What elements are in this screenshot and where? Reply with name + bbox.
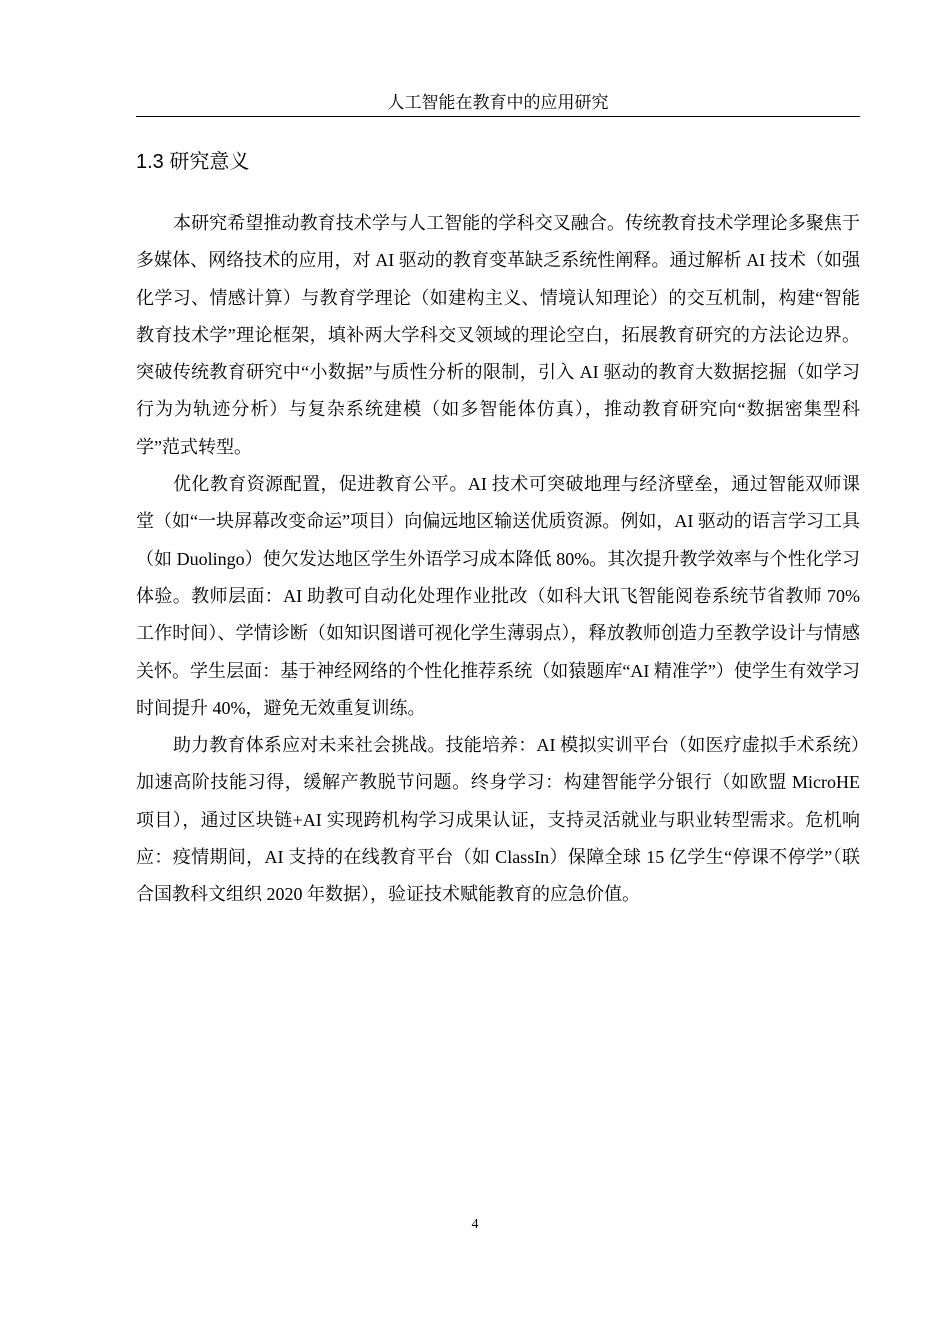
- page-number: 4: [471, 1217, 479, 1232]
- paragraph-2: 优化教育资源配置，促进教育公平。AI 技术可突破地理与经济壁垒，通过智能双师课堂（如“一块屏幕改变命运”项目）向偏远地区输送优质资源。例如，AI 驱动的语言学习工具（如 Duolingo）使欠发达地区学生外语学习成本降低 80%。其次提升教学效率与个性化学习体验。教师层面：AI 助教可自动化处理作业批改（如科大讯飞智能阅卷系统节省教师 70%工作时间）、学情诊断（如知识图谱可视化学生薄弱点），释放教师创造力至教学设计与情感关怀。学生层面：基于神经网络的个性化推荐系统（如猿题库“AI 精准学”）使学生有效学习时间提升 40%，避免无效重复训练。: [136, 474, 860, 718]
- paragraph-1: 本研究希望推动教育技术学与人工智能的学科交叉融合。传统教育技术学理论多聚焦于多媒体、网络技术的应用，对 AI 驱动的教育变革缺乏系统性阐释。通过解析 AI 技术（如强化学习、情感计算）与教育学理论（如建构主义、情境认知理论）的交互机制，构建“智能教育技术学”理论框架，填补两大学科交叉领域的理论空白，拓展教育研究的方法论边界。突破传统教育研究中“小数据”与质性分析的限制，引入 AI 驱动的教育大数据挖掘（如学习行为为轨迹分析）与复杂系统建模（如多智能体仿真），推动教育研究向“数据密集型科学”范式转型。: [136, 213, 860, 457]
- section-heading: 1.3 研究意义: [136, 151, 250, 173]
- body-text: [136, 205, 860, 914]
- header-rule: [136, 116, 860, 117]
- running-header: 人工智能在教育中的应用研究: [387, 93, 609, 112]
- paragraph-3: 助力教育体系应对未来社会挑战。技能培养：AI 模拟实训平台（如医疗虚拟手术系统）加速高阶技能习得，缓解产教脱节问题。终身学习：构建智能学分银行（如欧盟 MicroHE 项目），通过区块链+AI 实现跨机构学习成果认证，支持灵活就业与职业转型需求。危机响应：疫情期间，AI 支持的在线教育平台（如 ClassIn）保障全球 15 亿学生“停课不停学”（联合国教科文组织 2020 年数据），验证技术赋能教育的应急价值。: [136, 735, 860, 905]
